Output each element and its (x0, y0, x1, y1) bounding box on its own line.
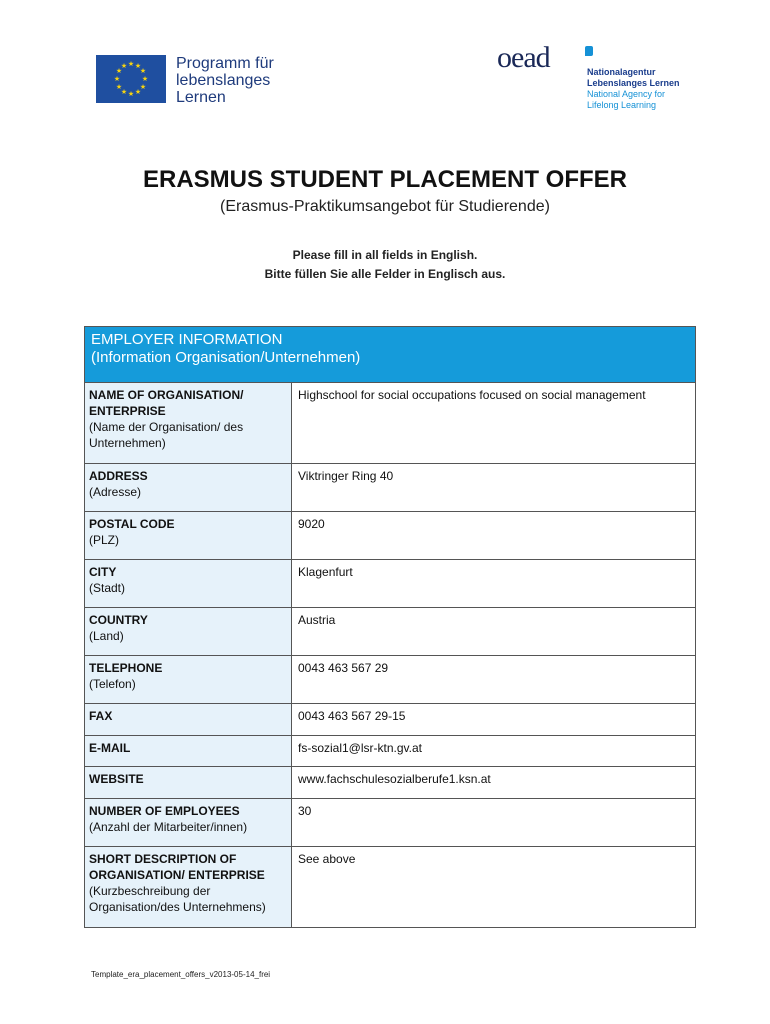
field-label-de: (Stadt) (89, 581, 126, 595)
field-label (85, 512, 292, 559)
oead-line-en: Lifelong Learning (587, 100, 657, 110)
svg-text:★: ★ (115, 67, 123, 75)
footer-template-id: Template_era_placement_offers_v2013-05-14_frei (91, 970, 271, 979)
field-label-en: FAX (89, 709, 113, 723)
table-row (85, 512, 695, 560)
field-label (85, 560, 292, 607)
field-label (85, 847, 292, 927)
eu-programme-line: lebenslanges (176, 72, 271, 89)
postal-code-field[interactable]: 9020 (298, 517, 325, 531)
section-header (85, 327, 695, 383)
svg-text:★: ★ (139, 83, 147, 91)
page-subtitle: (Erasmus-Praktikumsangebot für Studierende) (220, 198, 550, 215)
table-row (85, 799, 695, 847)
field-label (85, 608, 292, 655)
telephone-field[interactable]: 0043 463 567 29 (298, 661, 389, 675)
table-row (85, 847, 695, 927)
svg-text:★: ★ (120, 88, 128, 96)
eu-programme-name (176, 55, 316, 106)
oead-agency-name (587, 67, 680, 111)
oead-wordmark: oead (497, 41, 550, 74)
svg-text:★: ★ (141, 75, 149, 83)
field-label-de: (Telefon) (89, 677, 136, 691)
organisation-name-field[interactable]: Highschool for social occupations focused on social management (298, 388, 646, 402)
field-label-de: (Anzahl der Mitarbeiter/innen) (89, 820, 248, 834)
eu-programme-line: Lernen (176, 89, 226, 106)
field-label (85, 736, 292, 766)
instruction-english: Please fill in all fields in English. (292, 248, 478, 262)
field-label-en: E-MAIL (89, 741, 131, 755)
oead-line-de: Lebenslanges Lernen (587, 78, 680, 88)
city-field[interactable]: Klagenfurt (298, 565, 353, 579)
oead-accent-mark-icon (585, 46, 593, 56)
field-label-en: COUNTRY (89, 613, 148, 627)
field-label-en: CITY (89, 565, 117, 579)
eu-programme-line: Programm für (176, 55, 274, 72)
table-row (85, 608, 695, 656)
short-description-field[interactable]: See above (298, 852, 356, 866)
oead-logo (497, 41, 687, 118)
table-row (85, 383, 695, 464)
table-row (85, 767, 695, 799)
table-row (85, 736, 695, 767)
field-label-de: (Land) (89, 629, 124, 643)
field-label-en: ADDRESS (89, 469, 148, 483)
field-label-de: (PLZ) (89, 533, 119, 547)
field-label-en: POSTAL CODE (89, 517, 175, 531)
country-field[interactable]: Austria (298, 613, 336, 627)
svg-text:★: ★ (113, 75, 121, 83)
table-row (85, 704, 695, 736)
instruction-german: Bitte füllen Sie alle Felder in Englisch aus. (264, 267, 506, 281)
field-label (85, 767, 292, 798)
svg-text:★: ★ (134, 88, 142, 96)
field-label (85, 704, 292, 735)
field-label-en: SHORT DESCRIPTION OF ORGANISATION/ ENTERPRISE (89, 852, 265, 882)
table-row (85, 560, 695, 608)
field-label-en: WEBSITE (89, 772, 144, 786)
fax-field[interactable]: 0043 463 567 29-15 (298, 709, 406, 723)
svg-text:★: ★ (120, 62, 128, 70)
field-label-de: (Name der Organisation/ des Unternehmen) (89, 420, 244, 450)
section-title: EMPLOYER INFORMATION (91, 331, 283, 348)
number-of-employees-field[interactable]: 30 (298, 804, 312, 818)
oead-line-de: Nationalagentur (587, 67, 656, 77)
field-label-en: TELEPHONE (89, 661, 163, 675)
employer-information-table (84, 326, 696, 928)
table-row (85, 656, 695, 704)
svg-text:★: ★ (139, 67, 147, 75)
field-label-de: (Kurzbeschreibung der Organisation/des Unternehmens) (89, 884, 266, 914)
field-label (85, 799, 292, 846)
field-label-en: NAME OF ORGANISATION/ ENTERPRISE (89, 388, 244, 418)
table-row (85, 464, 695, 512)
svg-text:★: ★ (127, 60, 135, 68)
field-label (85, 656, 292, 703)
svg-text:★: ★ (127, 90, 135, 98)
website-field[interactable]: www.fachschulesozialberufe1.ksn.at (298, 772, 491, 786)
field-label-de: (Adresse) (89, 485, 142, 499)
field-label-en: NUMBER OF EMPLOYEES (89, 804, 240, 818)
field-label (85, 383, 292, 463)
svg-text:★: ★ (115, 83, 123, 91)
oead-line-en: National Agency for (587, 89, 666, 99)
field-label (85, 464, 292, 511)
address-field[interactable]: Viktringer Ring 40 (298, 469, 394, 483)
page-title: ERASMUS STUDENT PLACEMENT OFFER (142, 166, 627, 193)
eu-flag-icon (96, 55, 166, 103)
email-field[interactable]: fs-sozial1@lsr-ktn.gv.at (298, 741, 422, 755)
section-subtitle: (Information Organisation/Unternehmen) (91, 349, 361, 366)
svg-text:★: ★ (134, 62, 142, 70)
